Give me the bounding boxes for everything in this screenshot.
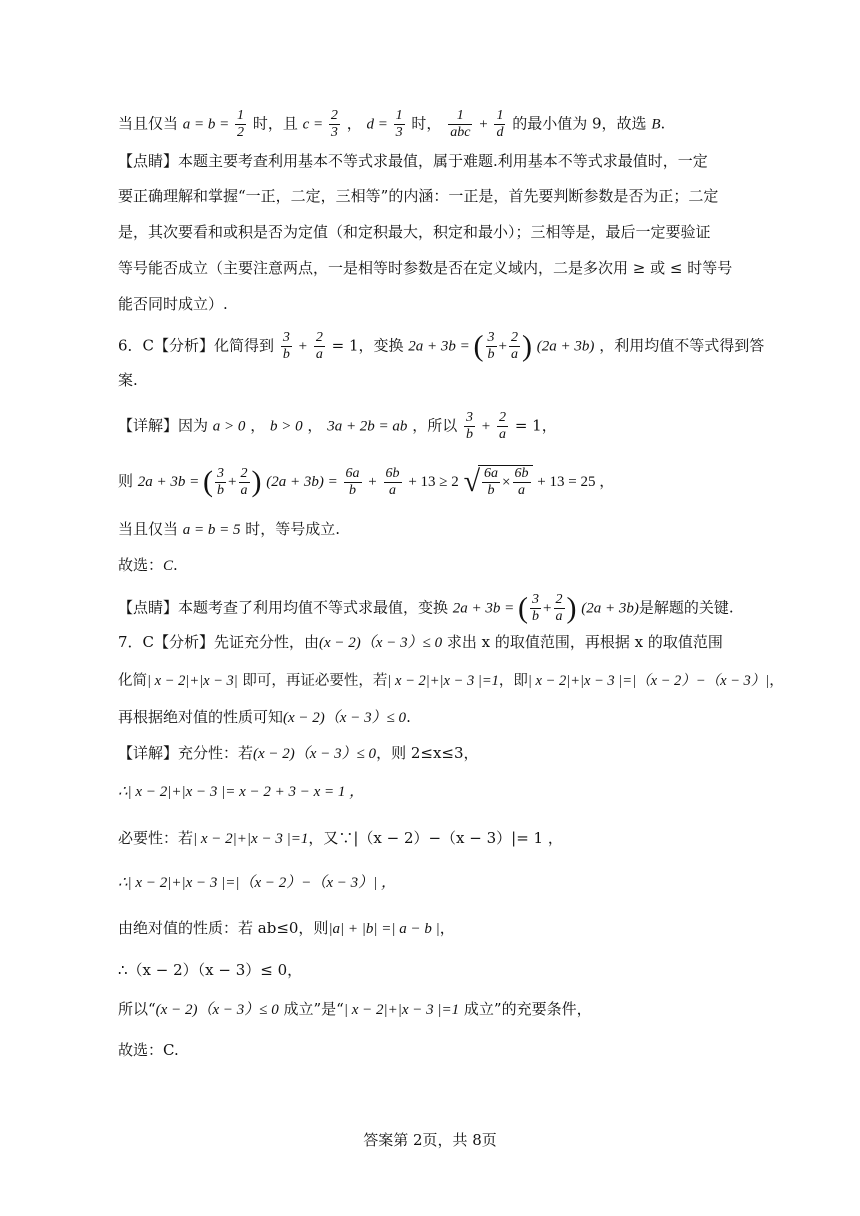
fraction: $\frac{3}{b}$ bbox=[466, 410, 474, 442]
math: a = b = 5 bbox=[182, 522, 241, 538]
fraction: $\frac{6a}{b}$ bbox=[345, 465, 360, 498]
fraction: $\frac{2}{a}$ bbox=[315, 330, 323, 362]
text: = 1， bbox=[514, 416, 557, 435]
q7-step-5: ∴（x − 2）（x − 3）≤ 0， bbox=[118, 961, 303, 979]
math: a = b = bbox=[182, 116, 234, 133]
sqrt-body bbox=[478, 465, 532, 499]
math: d = bbox=[366, 116, 392, 133]
math: B bbox=[651, 116, 661, 133]
text: ， bbox=[346, 114, 362, 133]
fraction: $\frac{2}{a}$ bbox=[499, 410, 507, 442]
fraction: $\frac{2}{3}$ bbox=[330, 108, 338, 140]
q6-equality bbox=[118, 519, 340, 540]
math: 3a + 2b = ab bbox=[327, 418, 408, 435]
math: (x − 2)（x − 3）≤ 0 bbox=[253, 746, 377, 762]
text: ， bbox=[307, 416, 323, 435]
math: 2a + 3b = bbox=[452, 600, 519, 617]
q7-analysis bbox=[118, 632, 723, 653]
fraction: $\frac{1}{d}$ bbox=[496, 108, 504, 140]
text: = 1，变换 bbox=[331, 336, 409, 355]
text: 求出 x 的取值范围，再根据 x 的取值范围 bbox=[442, 633, 723, 651]
text: . bbox=[660, 114, 666, 133]
q7-analysis-2 bbox=[118, 671, 784, 691]
math: (x − 2)（x − 3）≤ 0 bbox=[283, 710, 407, 726]
paren-close: ) bbox=[522, 329, 532, 363]
plus: + bbox=[298, 338, 308, 355]
text: 时， bbox=[411, 114, 442, 133]
q7-step-3: ∴| x − 2|+|x − 3 |=|（x − 2）−（x − 3）| ， bbox=[118, 875, 397, 891]
fraction: $\frac{3}{b}$ bbox=[282, 330, 290, 362]
plus: + bbox=[228, 474, 237, 490]
q7-analysis-3 bbox=[118, 707, 411, 728]
dianjing-line-3: 是，其次要看和或积是否为定值（和定积最大，积定和最小）；三相等是，最后一定要验证 bbox=[118, 223, 711, 241]
math: a > 0 bbox=[212, 418, 246, 435]
math: (2a + 3b) bbox=[536, 338, 595, 355]
text: 所以“ bbox=[118, 1000, 156, 1018]
plus: + bbox=[543, 600, 552, 617]
text: ，又∵|（x − 2）−（x − 3）|= 1 ， bbox=[308, 829, 563, 847]
text: 时，且 bbox=[252, 114, 298, 133]
text: 成立”是“ bbox=[278, 1000, 344, 1018]
sqrt-icon: √ bbox=[463, 465, 481, 498]
plus: + bbox=[481, 418, 491, 435]
text: 由绝对值的性质：若 ab≤0，则 bbox=[118, 919, 329, 937]
text: ， bbox=[439, 919, 455, 937]
q7-step-2 bbox=[118, 828, 563, 849]
text: 6．C【分析】化简得到 bbox=[118, 336, 275, 355]
paren-open: ( bbox=[473, 329, 484, 363]
math: | x − 2|+|x − 3 |=|（x − 2）−（x − 3）| bbox=[527, 673, 770, 689]
math: C bbox=[163, 558, 174, 574]
fraction: $\frac{2}{a}$ bbox=[555, 592, 563, 624]
math: + 13 = 25 ， bbox=[537, 474, 615, 490]
text: 成立”的充要条件， bbox=[459, 1000, 592, 1018]
text: . bbox=[173, 556, 178, 574]
paren-open: ( bbox=[203, 465, 214, 498]
math: | x − 2|+|x − 3| bbox=[147, 673, 238, 689]
q7-step-6 bbox=[118, 999, 592, 1020]
fraction: $\frac{1}{3}$ bbox=[395, 108, 403, 140]
q7-step-1: ∴| x − 2|+|x − 3 |= x − 2 + 3 − x = 1 ， bbox=[118, 784, 365, 800]
text: . bbox=[406, 708, 411, 726]
text: ，则 2≤x≤3， bbox=[376, 744, 479, 762]
q6-analysis bbox=[118, 330, 764, 363]
q6-dianjing bbox=[118, 592, 734, 625]
text: 的最小值为 9，故选 bbox=[512, 114, 652, 133]
text: ， bbox=[250, 416, 266, 435]
fraction: $\frac{2}{a}$ bbox=[240, 465, 248, 498]
plus: + bbox=[368, 474, 377, 490]
fraction: $\frac{6a}{b}$ bbox=[484, 466, 499, 498]
math: | x − 2|+|x − 3 |=1 bbox=[343, 1002, 460, 1018]
text: 【点睛】本题考查了利用均值不等式求最值，变换 bbox=[118, 598, 453, 617]
text: ，即 bbox=[498, 673, 528, 689]
fraction: $\frac{3}{b}$ bbox=[487, 330, 495, 362]
text: 则 bbox=[118, 472, 138, 490]
text: 即可，再证必要性，若 bbox=[237, 673, 388, 689]
fraction: $\frac{1}{2}$ bbox=[237, 108, 245, 140]
text: 故选： bbox=[118, 556, 164, 574]
dianjing-line-2: 要正确理解和掌握“一正，二定，三相等”的内涵：一正是，首先要判断参数是否为正；二定 bbox=[118, 187, 719, 205]
text: 7．C【分析】先证充分性，由 bbox=[118, 633, 320, 651]
math: c = bbox=[302, 116, 327, 133]
text: ， bbox=[769, 673, 784, 689]
fraction: $\frac{3}{b}$ bbox=[532, 592, 540, 624]
q6-derivation bbox=[118, 465, 614, 499]
paren-open: ( bbox=[518, 591, 529, 625]
text: 时，等号成立. bbox=[240, 520, 341, 538]
math: + 13 ≥ 2 bbox=[408, 474, 459, 490]
math: 2a + 3b = bbox=[137, 474, 204, 490]
q7-detail bbox=[118, 743, 479, 764]
dianjing-line-4: 等号能否成立（主要注意两点，一是相等时参数是否在定义域内，二是多次用 ≥ 或 ≤ 时等号 bbox=[118, 259, 733, 277]
paren-close: ) bbox=[251, 465, 262, 498]
math: (x − 2)（x − 3）≤ 0 bbox=[155, 1002, 279, 1018]
plus: + bbox=[479, 116, 488, 133]
q6-choice bbox=[118, 555, 178, 576]
dianjing-line-1: 【点睛】本题主要考查利用基本不等式求最值，属于难题.利用基本不等式求最值时，一定 bbox=[118, 152, 708, 170]
text: ，利用均值不等式得到答 bbox=[599, 336, 765, 355]
math: b > 0 bbox=[269, 418, 303, 435]
dianjing-line-5: 能否同时成立）. bbox=[118, 295, 228, 313]
math: | x − 2|+|x − 3 |=1 bbox=[193, 831, 309, 847]
page-footer: 答案第 2页，共 8页 bbox=[363, 1131, 497, 1149]
fraction: $\frac{2}{a}$ bbox=[511, 330, 518, 362]
plus: + bbox=[498, 338, 507, 355]
text: 当且仅当 bbox=[118, 520, 183, 538]
fraction: $\frac{6b}{a}$ bbox=[385, 465, 400, 498]
text: 【详解】充分性：若 bbox=[118, 744, 254, 762]
math: |a| + |b| =| a − b | bbox=[328, 921, 440, 937]
text: 是解题的关键. bbox=[638, 598, 734, 617]
text: 化简 bbox=[118, 673, 147, 689]
text: 再根据绝对值的性质可知 bbox=[118, 708, 284, 726]
fraction: $\frac{3}{b}$ bbox=[217, 465, 225, 498]
fraction: $\frac{1}{\text{abc}}$ bbox=[450, 108, 471, 140]
line-1 bbox=[118, 108, 665, 141]
q6-detail bbox=[118, 410, 557, 443]
math: (2a + 3b) = bbox=[266, 474, 342, 490]
times: × bbox=[502, 474, 511, 491]
q7-choice: 故选：C. bbox=[118, 1041, 179, 1059]
math: 2a + 3b = bbox=[408, 338, 474, 355]
text: 【详解】因为 bbox=[118, 416, 213, 435]
q6-analysis-cont: 案. bbox=[118, 371, 138, 389]
text: 必要性：若 bbox=[118, 829, 194, 847]
math: | x − 2|+|x − 3 |=1 bbox=[387, 673, 499, 689]
math: (2a + 3b) bbox=[581, 600, 639, 617]
fraction: $\frac{6b}{a}$ bbox=[514, 466, 529, 498]
text: ，所以 bbox=[412, 416, 458, 435]
text: 当且仅当 bbox=[118, 114, 179, 133]
q7-step-4 bbox=[118, 918, 455, 939]
paren-close: ) bbox=[566, 591, 577, 625]
math: (x − 2)（x − 3）≤ 0 bbox=[319, 635, 443, 651]
